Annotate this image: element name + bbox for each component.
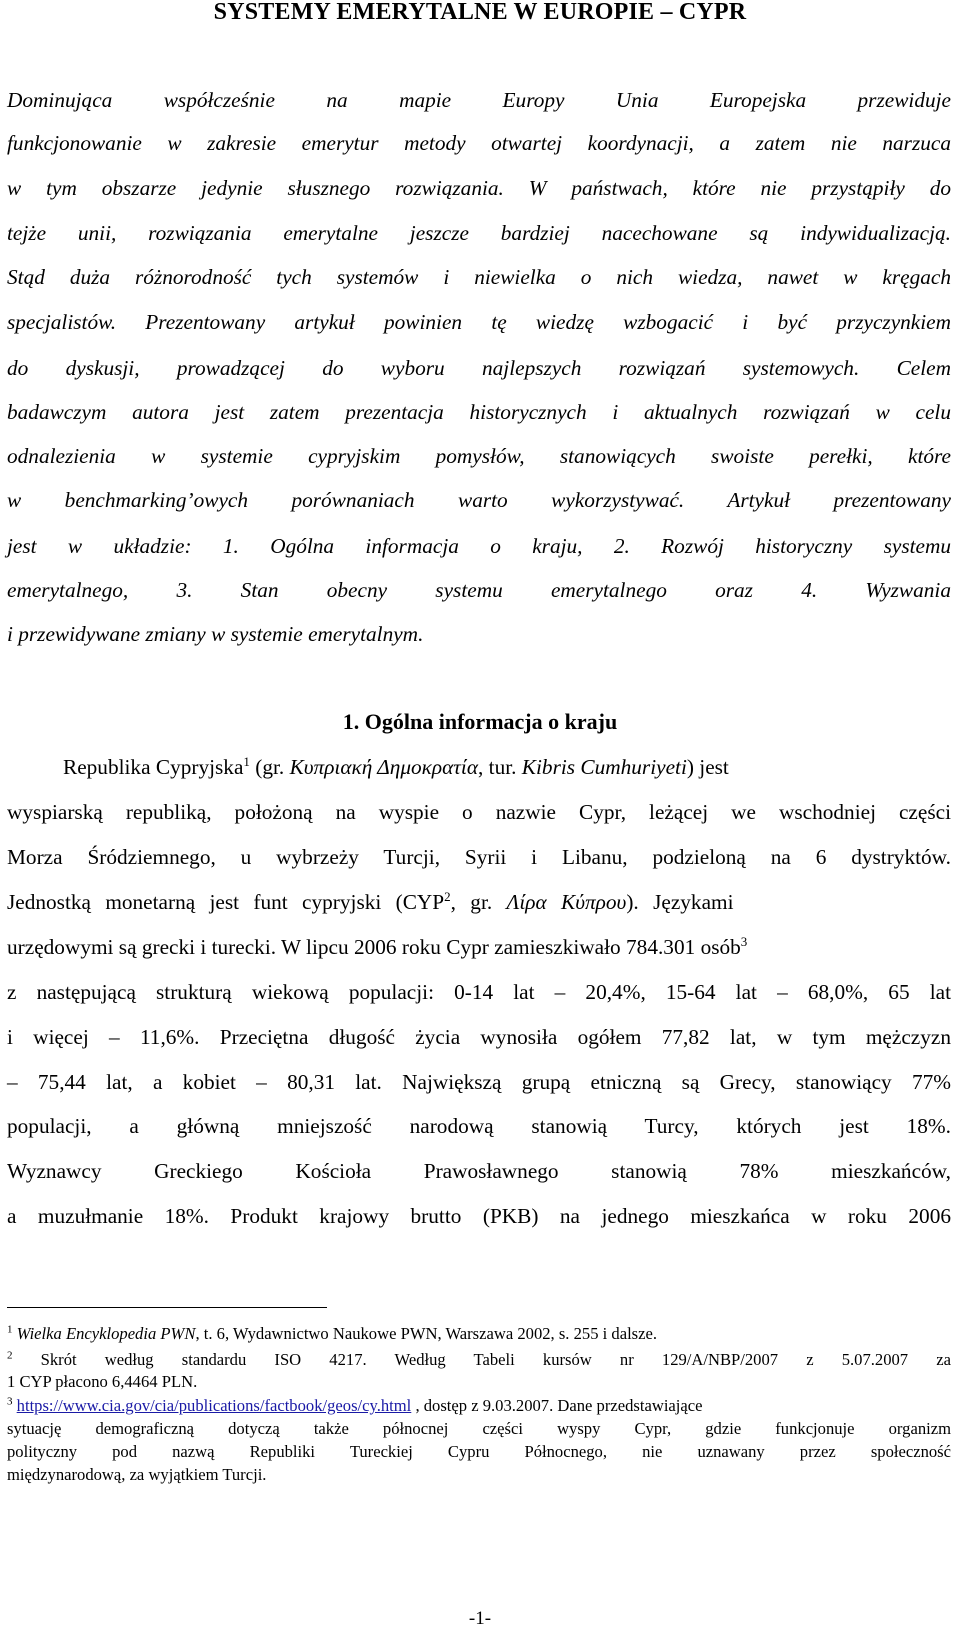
abstract-line-1: Dominująca współcześnie na mapie Europy Unia Europejska przewiduje [7, 88, 951, 112]
footnote-number: 3 [7, 1395, 13, 1408]
body-text: Jednostką monetarną jest funt cypryjski (CYP [7, 890, 445, 914]
abstract-line-8: badawczym autora jest zatem prezentacja historycznych i aktualnych rozwiązań w celu [7, 400, 951, 424]
body-line-8: – 75,44 lat, a kobiet – 80,31 lat. Największą grupą etniczną są Grecy, stanowiący 77% [7, 1070, 951, 1094]
footnote-1 [7, 1324, 951, 1344]
abstract-line-12: emerytalnego, 3. Stan obecny systemu emerytalnego oraz 4. Wyzwania [7, 578, 951, 602]
abstract-line-5: Stąd duża różnorodność tych systemów i niewielka o nich wiedza, nawet w kręgach [7, 265, 951, 289]
footnote-text: , t. 6, Wydawnictwo Naukowe PWN, Warszawa 2002, s. 255 i dalsze. [195, 1324, 658, 1343]
body-text: ) jest [686, 755, 729, 779]
document-title: SYSTEMY EMERYTALNE W EUROPIE – CYPR [213, 0, 747, 25]
footnote-ref-2: 2 [444, 888, 451, 904]
body-text: , tur. [478, 755, 522, 779]
footnote-2-line-1 [7, 1350, 951, 1370]
footnote-text: Skrót według standardu ISO 4217. Według Tabeli kursów nr 129/A/NBP/2007 z 5.07.2007 za [12, 1350, 951, 1369]
abstract-line-10: w benchmarking’owych porównaniach warto wykorzystywać. Artykuł prezentowany [7, 488, 951, 512]
footnote-ref-3: 3 [740, 933, 748, 949]
body-text: , gr. [450, 890, 507, 914]
body-line-7: i więcej – 11,6%. Przeciętna długość życia wynosiła ogółem 77,82 lat, w tym mężczyzn [7, 1025, 951, 1049]
footnote-3-line-4: międzynarodową, za wyjątkiem Turcji. [7, 1465, 267, 1484]
abstract-line-7: do dyskusji, prowadzącej do wyboru najlepszych rozwiązań systemowych. Celem [7, 356, 951, 380]
footnote-3-line-1 [7, 1396, 951, 1416]
footnote-source-title: Wielka Encyklopedia PWN [16, 1324, 196, 1343]
body-text: (gr. [249, 755, 290, 779]
body-line-4 [7, 889, 951, 915]
abstract-line-11: jest w układzie: 1. Ogólna informacja o kraju, 2. Rozwój historyczny systemu [7, 534, 951, 558]
abstract-line-2: funkcjonowanie w zakresie emerytur metody otwartej koordynacji, a zatem nie narzuca [7, 131, 951, 155]
body-line-6: z następującą strukturą wiekową populacji: 0-14 lat – 20,4%, 15-64 lat – 68,0%, 65 lat [7, 980, 951, 1004]
section-heading: 1. Ogólna informacja o kraju [342, 709, 618, 734]
abstract-line-4: tejże unii, rozwiązania emerytalne jeszcze bardziej nacechowane są indywidualizacją. [7, 221, 951, 245]
abstract-line-3: w tym obszarze jedynie słusznego rozwiązania. W państwach, które nie przystąpiły do [7, 176, 951, 200]
footnote-number: 2 [7, 1349, 13, 1362]
abstract-line-13: i przewidywane zmiany w systemie emerytalnym. [7, 622, 424, 646]
body-text: urzędowymi są grecki i turecki. W lipcu 2006 roku Cypr zamieszkiwało 784.301 osób [7, 935, 741, 959]
greek-currency: Λίρα Κύπρου [506, 890, 627, 914]
footnote-2-line-2: 1 CYP płacono 6,4464 PLN. [7, 1372, 198, 1391]
abstract-line-9: odnalezienia w systemie cypryjskim pomysłów, stanowiących swoiste perełki, które [7, 444, 951, 468]
cia-factbook-link[interactable]: https://www.cia.gov/cia/publications/factbook/geos/cy.html [16, 1396, 412, 1415]
body-line-1 [63, 754, 915, 780]
body-line-3: Morza Śródziemnego, u wybrzeży Turcji, Syrii i Libanu, podzieloną na 6 dystryktów. [7, 845, 951, 869]
body-line-2: wyspiarską republiką, położoną na wyspie o nazwie Cypr, leżącej we wschodniej części [7, 800, 951, 824]
body-text: ). Językami [626, 890, 734, 914]
body-text: Republika Cypryjska [63, 755, 244, 779]
footnote-ref-1: 1 [243, 753, 250, 769]
body-line-11: a muzułmanie 18%. Produkt krajowy brutto (PKB) na jednego mieszkańca w roku 2006 [7, 1204, 951, 1228]
footnote-3-line-2: sytuację demograficzną dotyczą także północnej części wyspy Cypr, gdzie funkcjonuje organizm [7, 1419, 951, 1438]
abstract-line-6: specjalistów. Prezentowany artykuł powinien tę wiedzę wzbogacić i być przyczynkiem [7, 310, 951, 334]
body-line-5 [7, 934, 951, 960]
footnote-text: , dostęp z 9.03.2007. Dane przedstawiające [411, 1396, 703, 1415]
body-line-10: Wyznawcy Greckiego Kościoła Prawosławnego stanowią 78% mieszkańców, [7, 1159, 951, 1183]
footnote-separator [7, 1307, 327, 1308]
footnote-3-line-3: polityczny pod nazwą Republiki Tureckiej Cypru Północnego, nie uznawany przez społeczność [7, 1442, 951, 1461]
body-line-9: populacji, a główną mniejszość narodową stanowią Turcy, których jest 18%. [7, 1114, 951, 1138]
footnote-number: 1 [7, 1323, 13, 1336]
turkish-name: Kibris Cumhuriyeti [521, 755, 687, 779]
page-number: -1- [468, 1608, 492, 1629]
greek-name: Κυπριακή Δημοκρατία [289, 755, 479, 779]
